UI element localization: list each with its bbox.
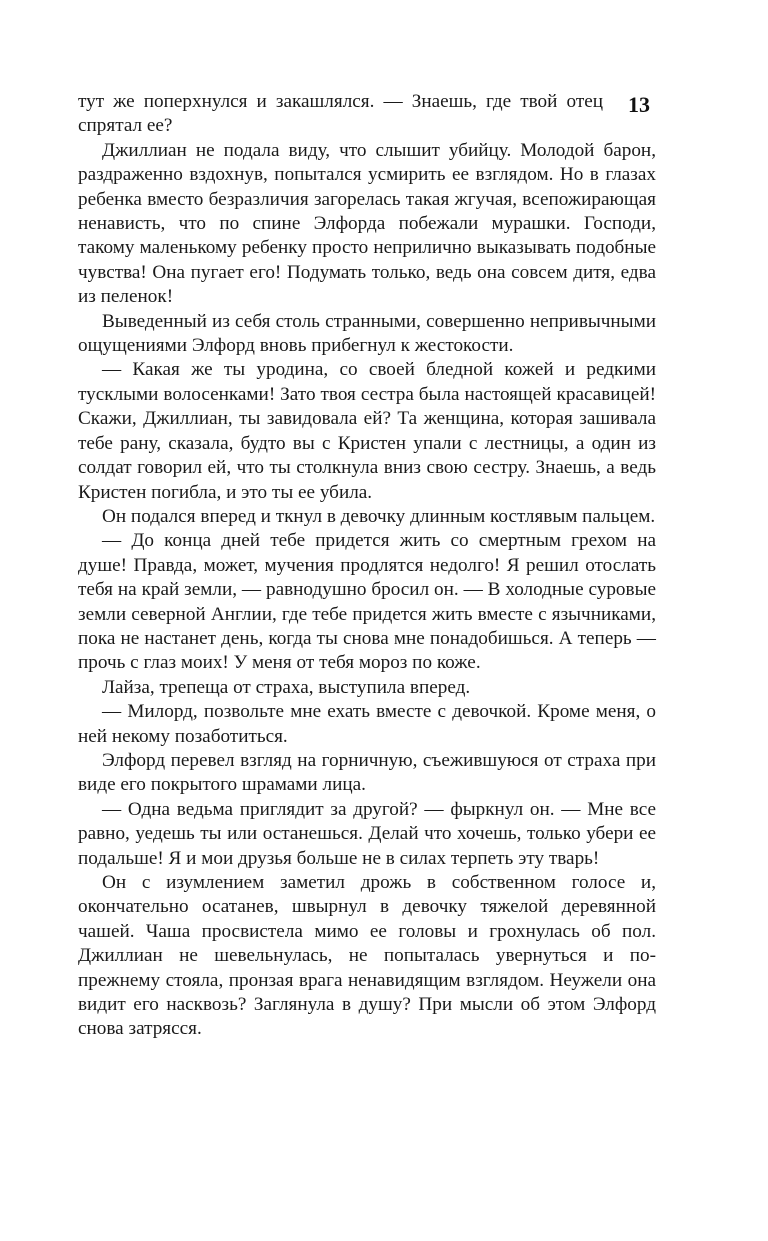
paragraph: — До конца дней тебе придется жить со смертным грехом на душе! Правда, может, мучения продлятся недолго! Я решил отослать тебя на край земли, — равнодушно бросил он. — В холодные суровые земли северной Англии, где тебе придется жить вместе с язычниками, пока не настанет день, когда ты снова мне понадобишься. А теперь — прочь с глаз моих! У меня от тебя мороз по коже. (78, 530, 656, 674)
body-text (78, 90, 656, 1042)
page-number: 13 (628, 92, 650, 117)
paragraph: — Какая же ты уродина, со своей бледной кожей и редкими тусклыми волосенками! Зато твоя сестра была настоящей красавицей! Скажи, Джиллиан, ты завидовала ей? Та женщина, которая зашивала тебе рану, сказала, будто вы с Кристен упали с лестницы, а один из солдат говорил ей, что ты столкнула вниз свою сестру. Знаешь, а ведь Кристен погибла, и это ты ее убила. (78, 359, 656, 503)
paragraph: — Милорд, позвольте мне ехать вместе с девочкой. Кроме меня, о ней некому позаботиться. (78, 701, 656, 747)
paragraph: Он с изумлением заметил дрожь в собственном голосе и, окончательно осатанев, швырнул в девочку тяжелой деревянной чашей. Чаша просвистела мимо ее головы и грохнулась об пол. Джиллиан не шевельнулась, не попыталась увернуться и по-прежнему стояла, пронзая врага ненавидящим взглядом. Неужели она видит его насквозь? Заглянула в душу? При мысли об этом Элфорд снова затрясся. (78, 872, 656, 1040)
paragraph: Лайза, трепеща от страха, выступила вперед. (102, 676, 471, 698)
paragraph: Джиллиан не подала виду, что слышит убийцу. Молодой барон, раздраженно вздохнув, попытался усмирить ее взглядом. Но в глазах ребенка вместо безразличия загорелась такая жгучая, всепожирающая ненависть, что по спине Элфорда побежали мурашки. Господи, такому маленькому ребенку просто неприлично выказывать подобные чувства! Она пугает его! Подумать только, ведь она совсем дитя, едва из пеленок! (78, 139, 656, 308)
paragraph: Элфорд перевел взгляд на горничную, съежившуюся от страха при виде его покрытого шрамами лица. (78, 749, 656, 796)
paragraph: тут же поперхнулся и закашлялся. — Знаешь, где твой отец спрятал ее? (78, 91, 603, 137)
paragraph: Он подался вперед и ткнул в девочку длинным костлявым пальцем. (102, 505, 656, 527)
paragraph: Выведенный из себя столь странными, совершенно непривычными ощущениями Элфорд вновь прибегнул к жестокости. (78, 310, 656, 357)
paragraph: — Одна ведьма приглядит за другой? — фыркнул он. — Мне все равно, уедешь ты или останешься. Делай что хочешь, только убери ее подальше! Я и мои друзья больше не в силах терпеть эту тварь! (78, 798, 656, 869)
